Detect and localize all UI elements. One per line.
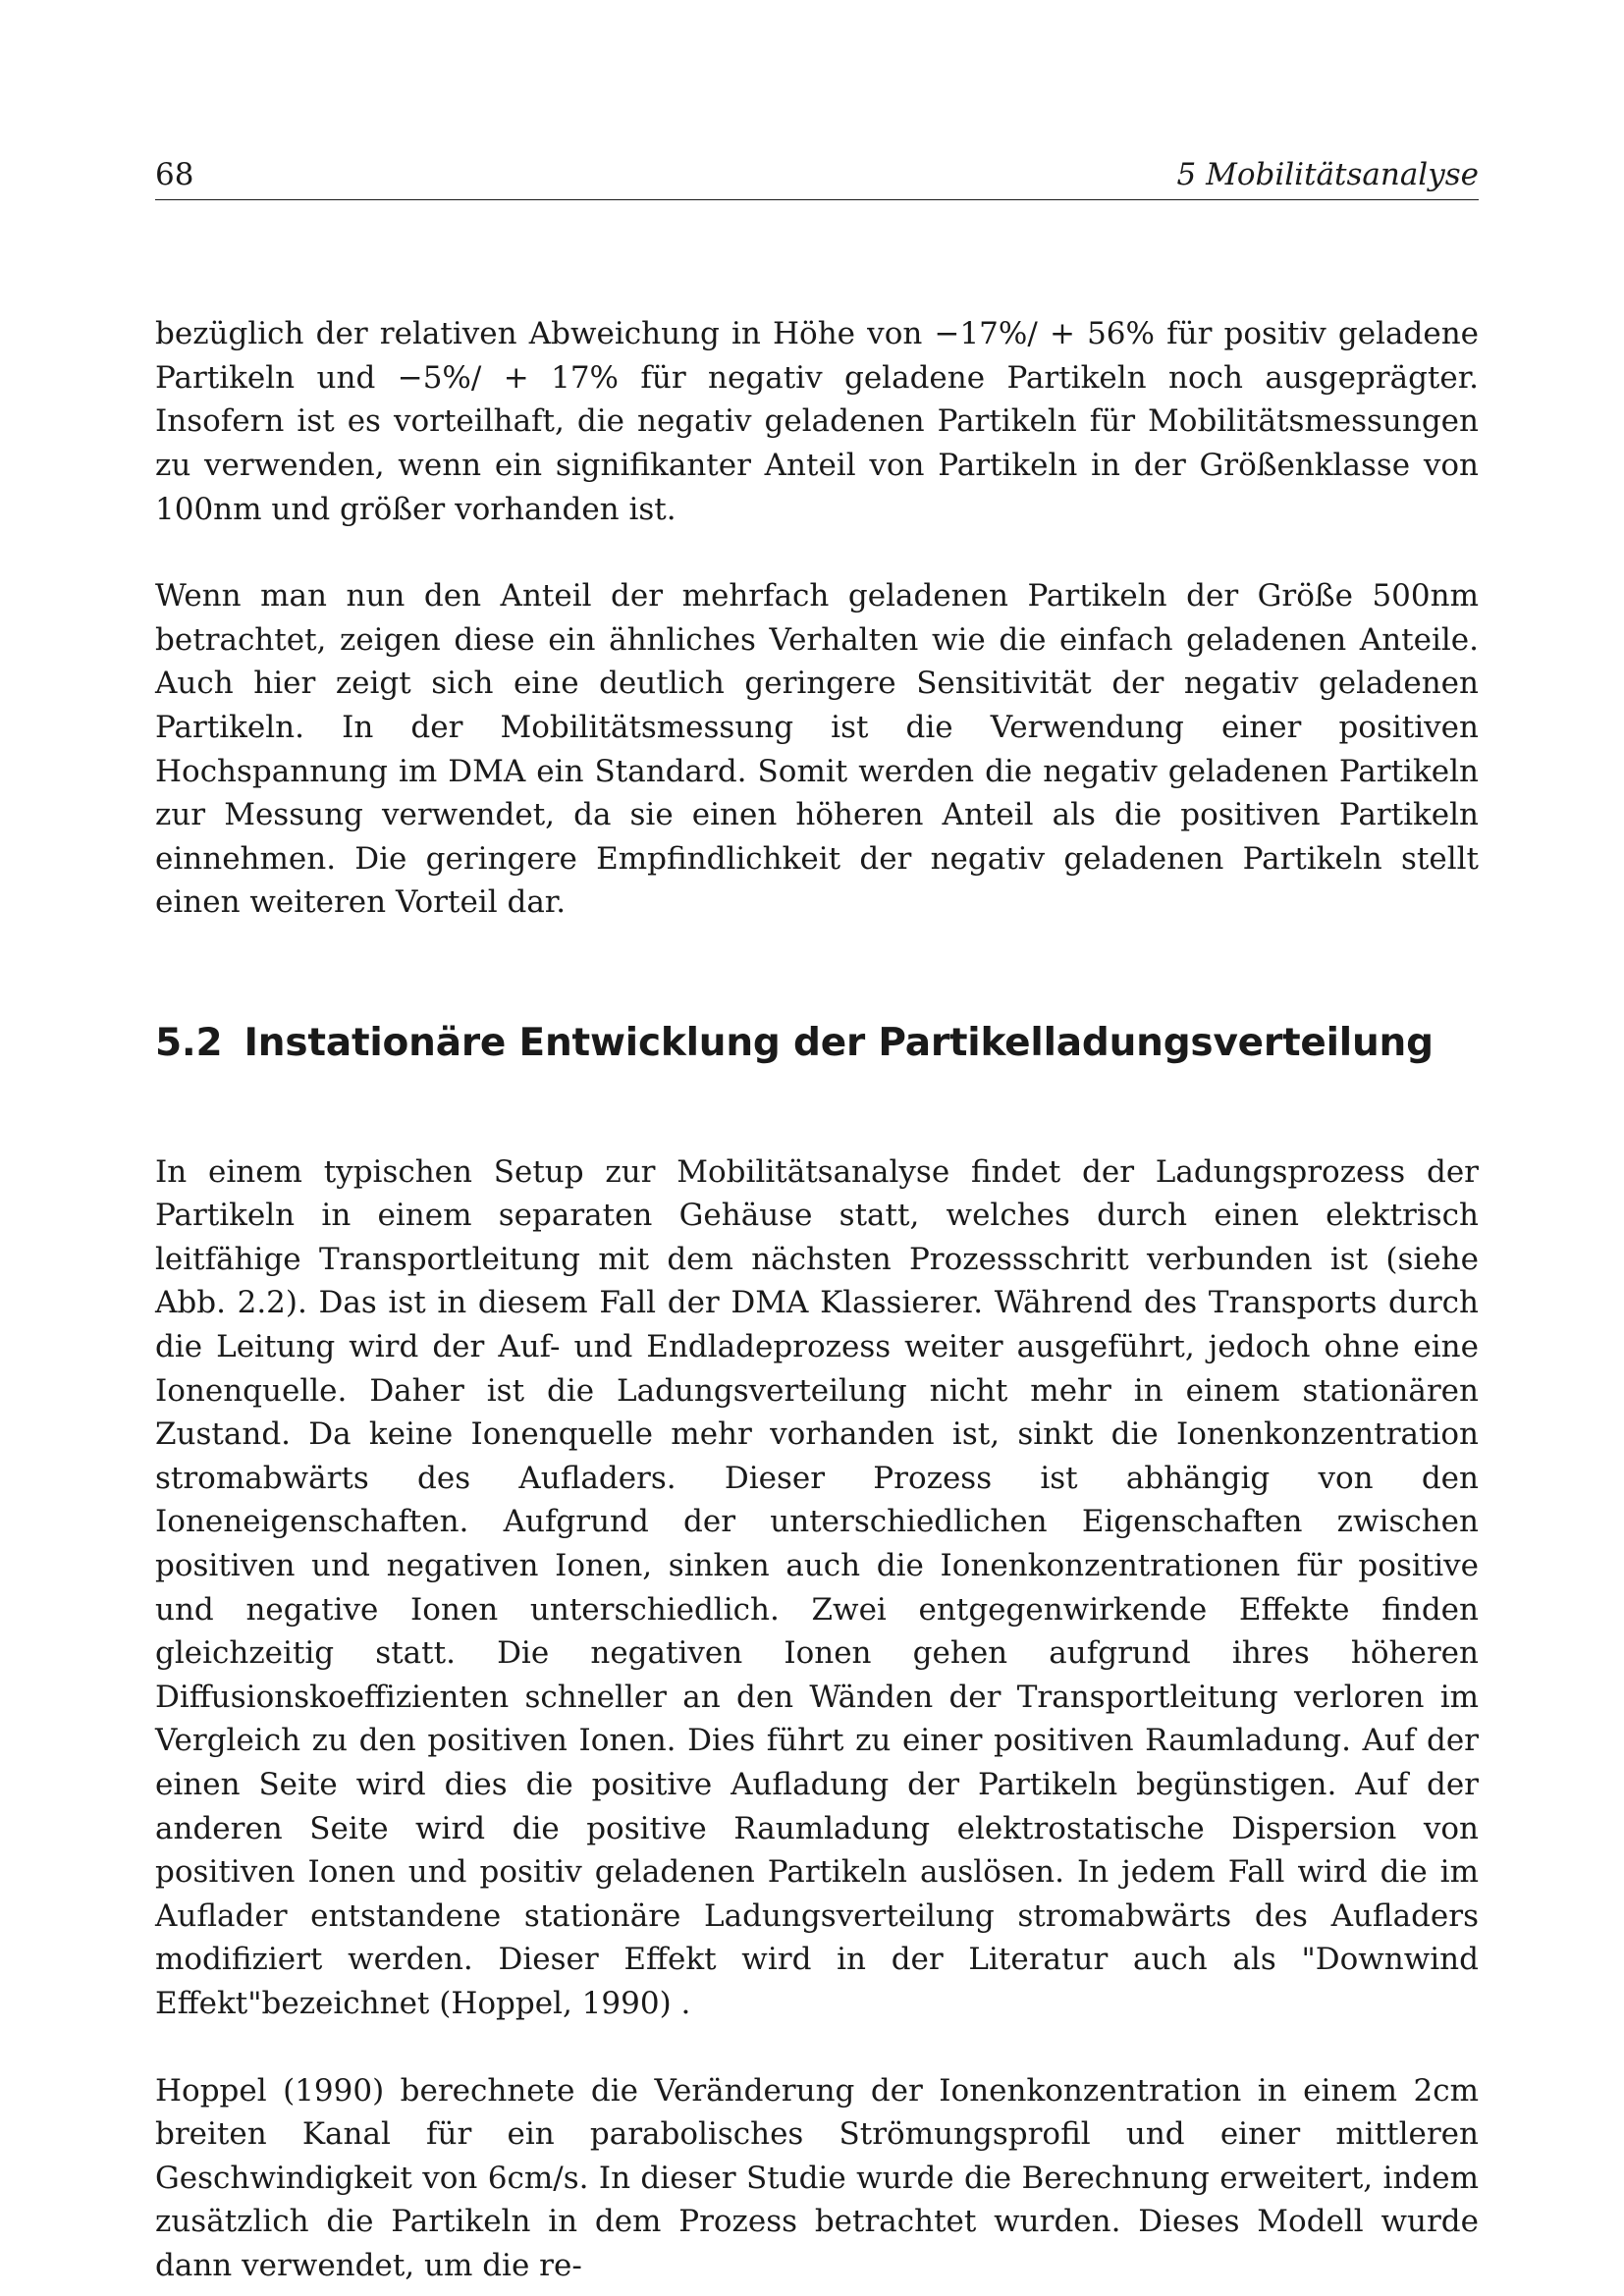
paragraph-hoppel: Hoppel (1990) berechnete die Veränderung der Ionenkonzentration in einem 2cm breiten Kanal für ein parabolisches Strömungsprofil und einer mittleren Geschwindigkeit von 6cm/s. In dieser Studie wurde die Berechnung erweitert, indem zusätzlich die Partikeln in dem Prozess betrachtet wurden. Dieses Modell wurde dann verwendet, um die re- bbox=[155, 2072, 1479, 2283]
chapter-title: 5 Mobilitätsanalyse bbox=[1176, 157, 1479, 192]
running-head bbox=[155, 157, 1479, 200]
paragraph-multiple-charged: Wenn man nun den Anteil der mehrfach geladenen Partikeln der Größe 500nm betrachtet, zeigen diese ein ähnliches Verhalten wie die einfach geladenen Anteile. Auch hier zeigt sich eine deutlich geringere Sensitivität der negativ geladenen Partikeln. In der Mobilitätsmessung ist die Verwendung einer positiven Hochspannung im DMA ein Standard. Somit werden die negativ geladenen Partikeln zur Messung verwendet, da sie einen höheren Anteil als die positiven Partikeln einnehmen. Die geringere Empfindlichkeit der negativ geladenen Partikeln stellt einen weiteren Vorteil dar. bbox=[155, 578, 1479, 921]
section-title: Instationäre Entwicklung der Partikelladungsverteilung bbox=[244, 1020, 1434, 1065]
section-number: 5.2 bbox=[155, 1020, 223, 1065]
page-number: 68 bbox=[155, 157, 194, 192]
paragraph-relative-deviation: bezüglich der relativen Abweichung in Höhe von −17%/ + 56% für positiv geladene Partikeln und −5%/ + 17% für negativ geladene Partikeln noch ausgeprägter. Insofern ist es vorteilhaft, die negativ geladenen Partikeln für Mobilitätsmessungen zu verwenden, wenn ein signifikanter Anteil von Partikeln in der Größenklasse von 100nm und größer vorhanden ist. bbox=[155, 316, 1479, 527]
paragraph-typical-setup: In einem typischen Setup zur Mobilitätsanalyse findet der Ladungsprozess der Partikeln in einem separaten Gehäuse statt, welches durch einen elektrisch leitfähige Transportleitung mit dem nächsten Prozessschritt verbunden ist (siehe Abb. 2.2). Das ist in diesem Fall der DMA Klassierer. Während des Transports durch die Leitung wird der Auf- und Endladeprozess weiter ausgeführt, jedoch ohne eine Ionenquelle. Daher ist die Ladungsverteilung nicht mehr in einem stationären Zustand. Da keine Ionenquelle mehr vorhanden ist, sinkt die Ionenkonzentration stromabwärts des Aufladers. Dieser Prozess ist abhängig von den Ioneneigenschaften. Aufgrund der unterschiedlichen Eigenschaften zwischen positiven und negativen Ionen, sinken auch die Ionenkonzentrationen für positive und negative Ionen unterschiedlich. Zwei entgegenwirkende Effekte finden gleichzeitig statt. Die negativen Ionen gehen aufgrund ihres höheren Diffusionskoeffizienten schneller an den Wänden der Transportleitung verloren im Vergleich zu den positiven Ionen. Dies führt zu einer positiven Raumladung. Auf der einen Seite wird dies die positive Aufladung der Partikeln begünstigen. Auf der anderen Seite wird die positive Raumladung elektrostatische Dispersion von positiven Ionen und positiv geladenen Partikeln auslösen. In jedem Fall wird die im Auflader entstandene stationäre Ladungsverteilung stromabwärts des Aufladers modifiziert werden. Dieser Effekt wird in der Literatur auch als "Downwind Effekt"bezeichnet (Hoppel, 1990) . bbox=[155, 1153, 1479, 2021]
section-heading bbox=[155, 1021, 1479, 1067]
page bbox=[155, 157, 1479, 2288]
